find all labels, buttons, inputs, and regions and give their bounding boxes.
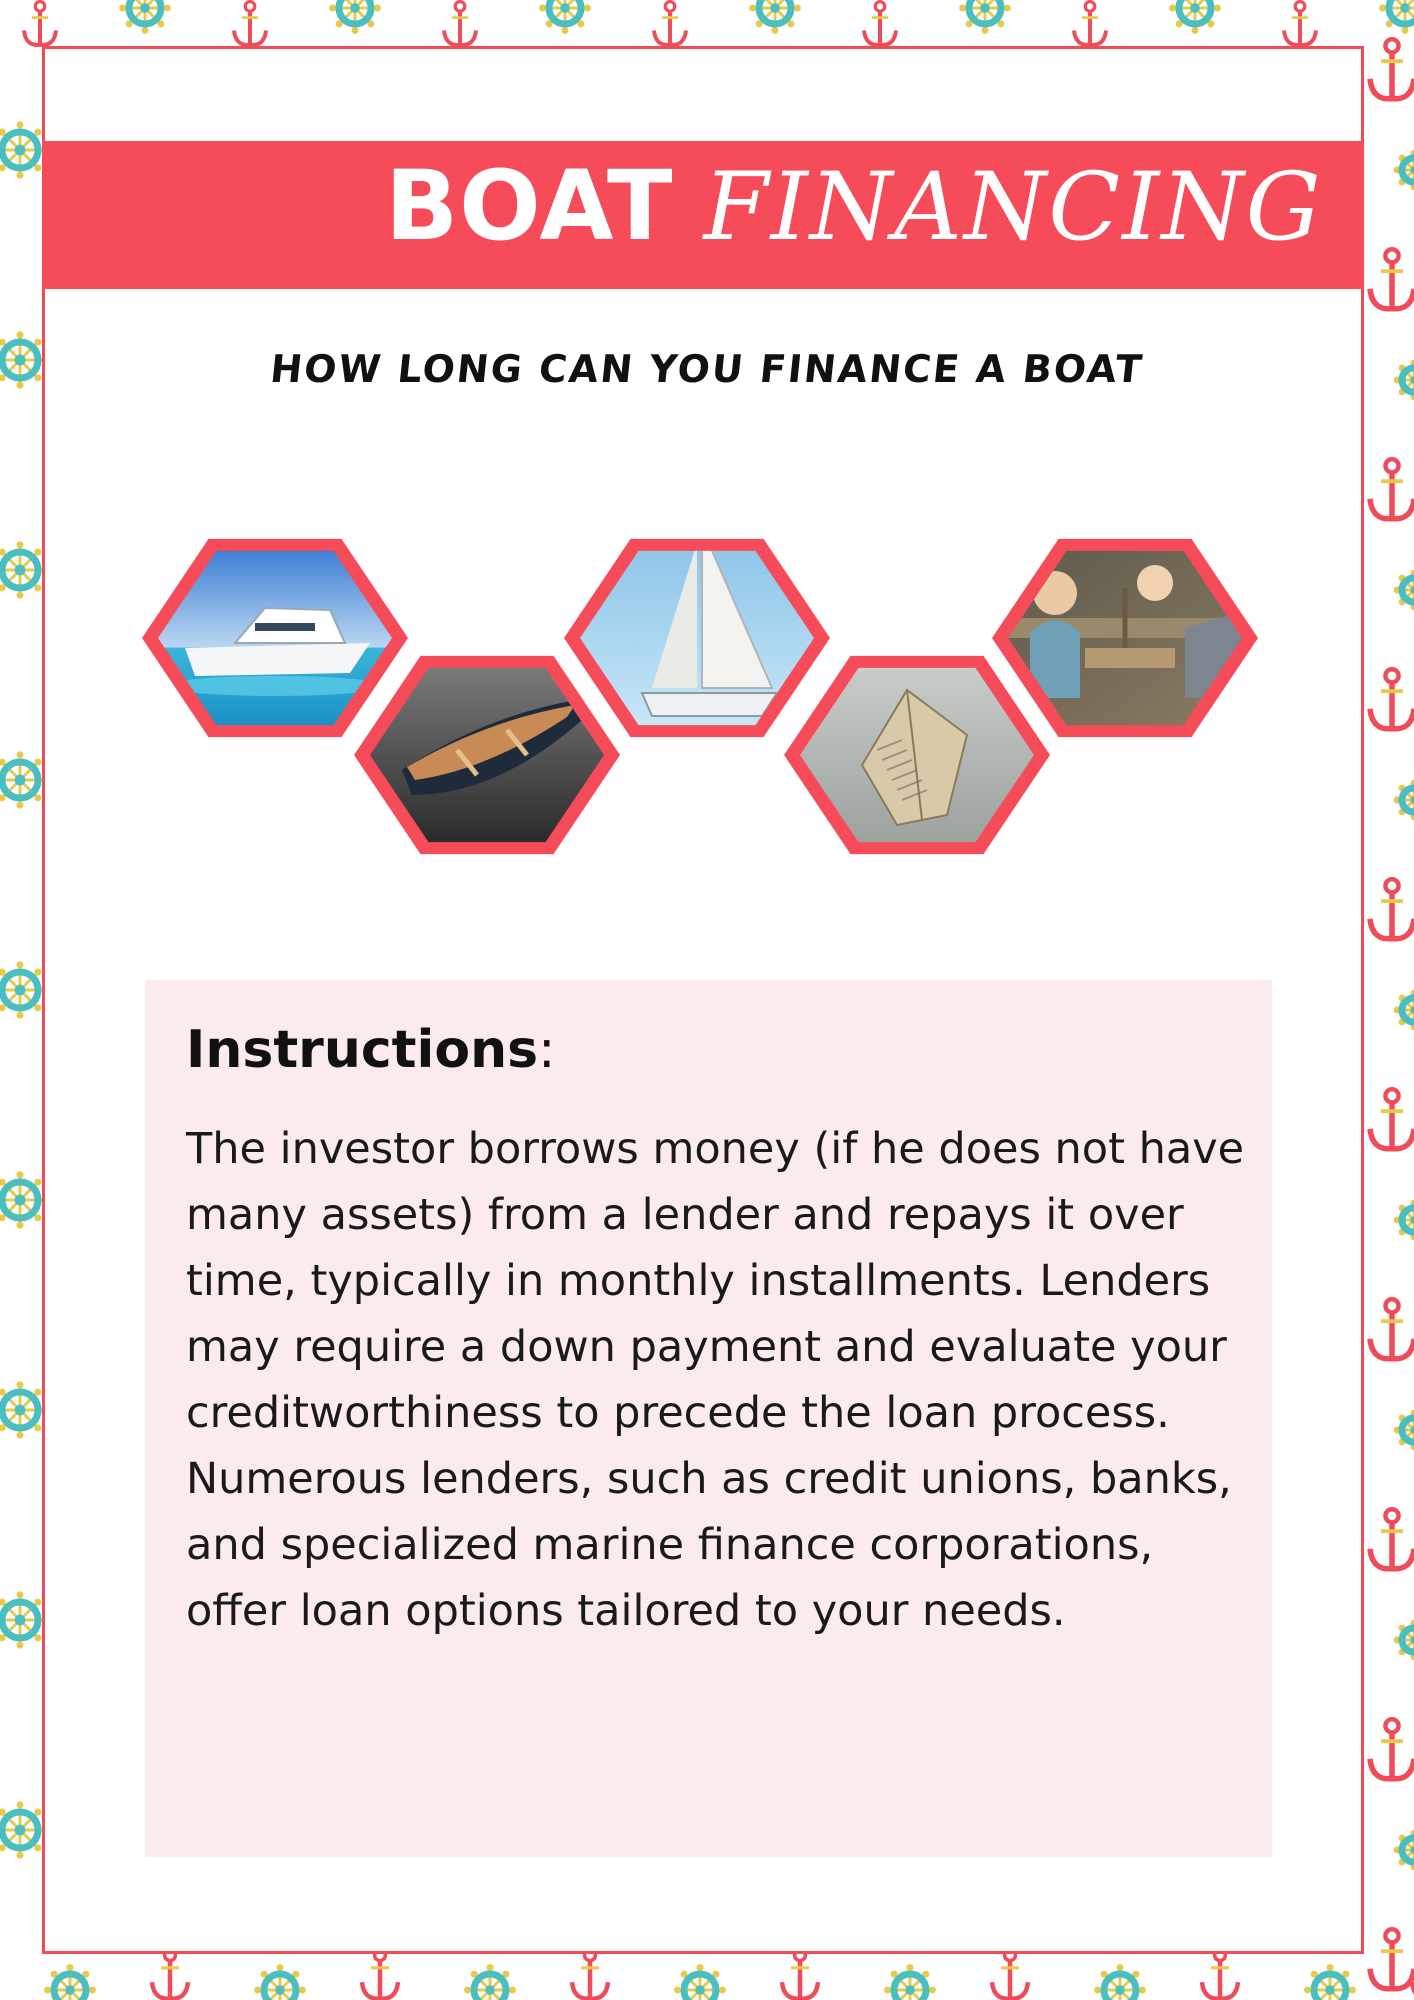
title-script-word: FINANCING <box>703 153 1323 262</box>
boat-photo-gallery <box>120 510 1300 890</box>
ship-wheel-icon <box>884 1964 936 2000</box>
ship-wheel-icon <box>539 0 591 34</box>
anchor-icon <box>24 2 56 45</box>
ship-wheel-icon <box>959 0 1011 34</box>
sailboat-photo <box>564 528 830 737</box>
ship-wheel-icon <box>44 1964 96 2000</box>
title-bold-word: BOAT <box>385 150 674 262</box>
ship-wheel-icon <box>1394 1620 1414 1661</box>
anchor-icon <box>362 1950 398 1999</box>
anchor-icon <box>864 2 896 45</box>
ship-wheel-icon <box>119 0 171 34</box>
anchor-icon <box>654 2 686 45</box>
ship-wheel-icon <box>1394 990 1414 1031</box>
anchor-icon <box>1370 1719 1414 1779</box>
anchor-icon <box>1370 669 1414 729</box>
anchor-icon <box>992 1950 1028 1999</box>
page-subtitle: HOW LONG CAN YOU FINANCE A BOAT <box>268 347 1146 391</box>
anchor-icon <box>572 1950 608 1999</box>
ship-wheel-icon <box>1169 0 1221 34</box>
anchor-icon <box>1370 249 1414 309</box>
instructions-heading-colon: : <box>538 1020 556 1080</box>
anchor-icon <box>152 1950 188 1999</box>
anchor-icon <box>1370 1089 1414 1149</box>
anchor-icon <box>1370 879 1414 939</box>
motor-yacht-photo <box>142 539 408 737</box>
paper-boat-photo <box>784 656 1050 854</box>
anchor-icon <box>1370 1929 1414 1989</box>
rowboat-photo <box>354 656 620 854</box>
anchor-icon <box>1284 2 1316 45</box>
anchor-icon <box>1370 39 1414 99</box>
ship-wheel-icon <box>1394 150 1414 191</box>
ship-wheel-icon <box>1304 1964 1356 2000</box>
kids-building-boat-photo <box>992 539 1258 737</box>
anchor-icon <box>444 2 476 45</box>
ship-wheel-icon <box>329 0 381 34</box>
ship-wheel-icon <box>1094 1964 1146 2000</box>
ship-wheel-icon <box>674 1964 726 2000</box>
instructions-heading <box>186 1020 556 1080</box>
anchor-icon <box>1074 2 1106 45</box>
ship-wheel-icon <box>254 1964 306 2000</box>
ship-wheel-icon <box>1394 1830 1414 1871</box>
ship-wheel-icon <box>1394 570 1414 611</box>
ship-wheel-icon <box>749 0 801 34</box>
ship-wheel-icon <box>1379 0 1414 34</box>
instructions-body: The investor borrows money (if he does not have many assets) from a lender and repays it over time, typically in monthly installments. Lenders may require a down payment and evaluate your creditworthiness to precede the loan process. Numerous lenders, such as credit unions, banks, and specialized marine finance corporations, offer loan options tailored to your needs. <box>186 1124 1245 1636</box>
anchor-icon <box>1202 1950 1238 1999</box>
anchor-icon <box>234 2 266 45</box>
ship-wheel-icon <box>1394 1410 1414 1451</box>
ship-wheel-icon <box>1394 1200 1414 1241</box>
ship-wheel-icon <box>464 1964 516 2000</box>
anchor-icon <box>1370 459 1414 519</box>
page-title <box>385 150 1323 270</box>
anchor-icon <box>1370 1299 1414 1359</box>
anchor-icon <box>1370 1509 1414 1569</box>
ship-wheel-icon <box>1394 780 1414 821</box>
anchor-icon <box>782 1950 818 1999</box>
instructions-heading-text: Instructions <box>186 1020 539 1080</box>
